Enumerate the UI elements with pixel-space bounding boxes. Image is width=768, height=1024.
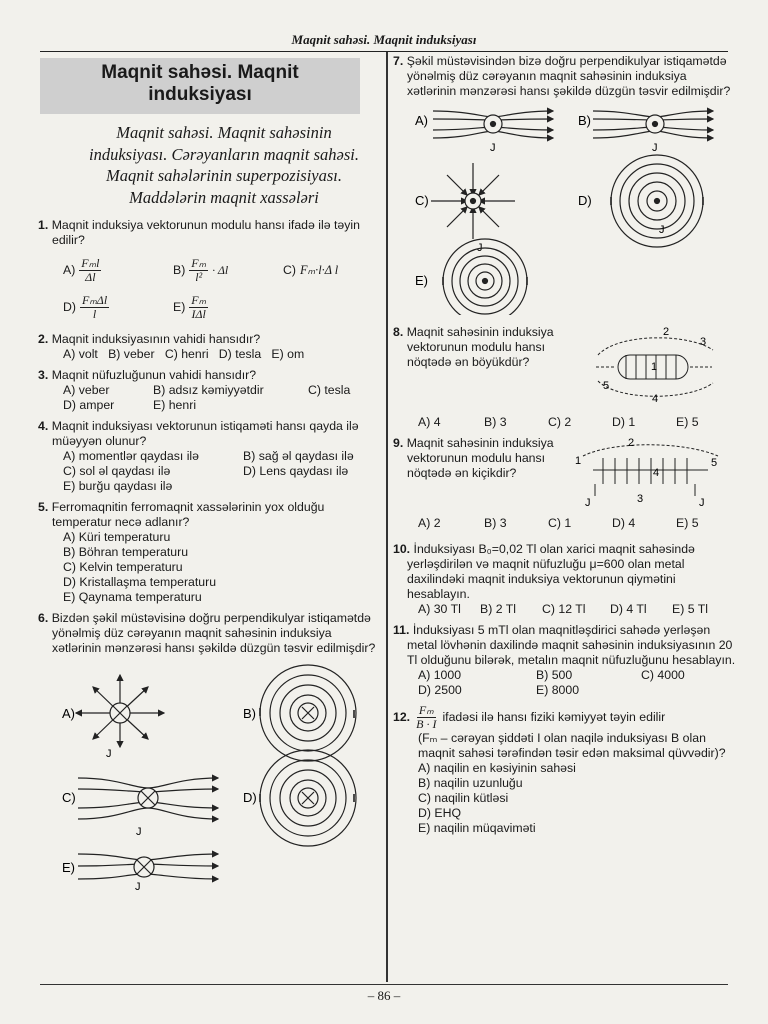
option-d[interactable]: D) Lens qaydası ilə: [243, 464, 349, 478]
question-3: 3. Maqnit nüfuzluğunun vahidi hansıdır? A) veber B) adsız kəmiyyətdir C) tesla D) amper E) henri: [38, 368, 351, 412]
question-text: Maqnit nüfuzluğunun vahidi hansıdır?: [51, 368, 257, 382]
option-a-label[interactable]: A): [62, 706, 75, 721]
question-text: Bizdən şəkil müstəvisinə doğru perpendikulyar istiqamətdə yönəlmiş düz cərəyanın maqnit sahəsinin induksiya xətlərinin mənzərəsi hansı şəkildə düzgün təsvir edilmişdir?: [51, 611, 376, 655]
question-11: 11. İnduksiyası 5 mTl olan maqnitləşdirici sahədə yerləşən metal lövhənin daxilində maqnit sahəsinin induksiyasının 20 Tl olduğunu bilərək, metalın maqnit nüfuzluğunu hesablayın. A) 1000 B) 500 C) 4000 D) 2500 E) 8000: [393, 623, 736, 697]
option-c[interactable]: C) sol əl qaydası ilə: [63, 464, 171, 478]
question-text: Maqnit sahəsinin induksiya vektorunun modulu hansı nöqtədə ən kiçikdir?: [406, 436, 554, 480]
question-9-solenoid: [573, 436, 728, 511]
option-c[interactable]: C) tesla: [308, 383, 351, 397]
svg-text:J: J: [585, 497, 591, 509]
option-c[interactable]: C) naqilin kütləsi: [418, 791, 509, 805]
question-note: (Fₘ – cərəyan şiddəti I olan naqilə induksiyası B olan maqnit sahəsi tərəfindən təsir edən maksimal qüvvədir)?: [418, 731, 726, 760]
option-e[interactable]: E) Qaynama temperaturu: [63, 590, 202, 604]
svg-text:J: J: [477, 242, 483, 254]
svg-text:3: 3: [637, 493, 644, 505]
option-c[interactable]: C) 2: [548, 415, 572, 429]
option-a[interactable]: A) naqilin en kəsiyinin sahəsi: [418, 761, 576, 775]
svg-text:J: J: [699, 497, 705, 509]
option-b[interactable]: B) adsız kəmiyyətdir: [153, 383, 264, 397]
svg-text:2: 2: [663, 326, 670, 338]
svg-text:3: 3: [700, 336, 707, 348]
option-e[interactable]: E) 8000: [536, 683, 580, 697]
option-c-label[interactable]: C): [62, 790, 76, 805]
svg-text:J: J: [135, 881, 141, 892]
option-e[interactable]: E) naqilin müqaviməti: [418, 821, 536, 835]
option-d-figure[interactable]: [611, 155, 703, 247]
option-b-label[interactable]: B): [578, 113, 591, 128]
question-text: İnduksiyası 5 mTl olan maqnitləşdirici sahədə yerləşən metal lövhənin daxilində maqnit sahəsinin induksiyasının 20 Tl olduğunu bilərək, metalın maqnit nüfuzluğunu hesablayın.: [407, 623, 736, 667]
option-d[interactable]: D) Kristallaşma temperaturu: [63, 575, 217, 589]
page-number: – 86 –: [367, 988, 401, 1003]
option-c[interactable]: C) 4000: [641, 668, 685, 682]
option-e[interactable]: E) burğu qaydası ilə: [63, 479, 173, 493]
svg-text:J: J: [106, 748, 112, 760]
option-e-label[interactable]: E): [62, 860, 75, 875]
svg-text:1: 1: [651, 361, 658, 373]
option-e-figure[interactable]: [78, 854, 218, 879]
option-d[interactable]: D) 1: [612, 415, 636, 429]
option-c[interactable]: C) Kelvin temperaturu: [63, 560, 183, 574]
option-b-figure[interactable]: [593, 111, 713, 138]
svg-text:J: J: [490, 142, 496, 154]
option-e-figure[interactable]: [443, 239, 527, 315]
option-d[interactable]: D) $\frac{\text{FₘΔl}}{l}$: [63, 292, 108, 321]
question-text: Ferromaqnitin ferromaqnit xassələrinin yox olduğu temperatur necə adlanır?: [51, 500, 325, 529]
left-column: [38, 58, 380, 892]
option-d[interactable]: D) 2500: [418, 683, 462, 697]
option-d[interactable]: D) 4: [612, 516, 636, 530]
page-header: Maqnit sahəsi. Maqnit induksiyası: [40, 32, 728, 52]
option-a-label[interactable]: A): [415, 113, 428, 128]
option-a[interactable]: A) 30 Tl: [418, 602, 461, 616]
option-d[interactable]: D) EHQ: [418, 806, 462, 820]
question-10: 10. İnduksiyası B₀=0,02 Tl olan xarici maqnit sahəsində yerləşdirilən və maqnit nüfuzluğu μ=600 olan metal daxilindəki maqnit induksiya vektorunun qiymətini hesablayın. A) 30 Tl B) 2 Tl C) 12 Tl D) 4 Tl E) 5 Tl: [393, 542, 708, 616]
option-a-figure[interactable]: [433, 111, 553, 138]
question-text: Maqnit induksiya vektorunun modulu hansı ifadə ilə təyin edilir?: [51, 218, 360, 247]
option-a[interactable]: A) 4: [418, 415, 441, 429]
option-e[interactable]: E) $\frac{\text{Fₘ}}{\text{IΔl}}$: [173, 292, 207, 321]
option-d-label[interactable]: D): [578, 193, 592, 208]
option-e[interactable]: E) 5: [676, 415, 699, 429]
option-e[interactable]: E) henri: [153, 398, 197, 412]
option-a[interactable]: A) veber: [63, 383, 110, 397]
question-1: [38, 218, 380, 326]
question-7-figures: [393, 105, 738, 315]
svg-text:1: 1: [575, 455, 582, 467]
option-b[interactable]: B) sağ əl qaydası ilə: [243, 449, 354, 463]
question-4: 4. Maqnit induksiyası vektorunun istiqaməti hansı qayda ilə müəyyən olunur? A) momentlər qaydası ilə B) sağ əl qaydası ilə C) sol əl qaydası ilə D) Lens qaydası ilə E) burğu qaydası ilə: [38, 419, 380, 494]
question-text: ifadəsi ilə hansı fiziki kəmiyyət təyin edilir: [442, 710, 666, 724]
svg-text:4: 4: [653, 467, 660, 479]
svg-text:2: 2: [628, 437, 635, 449]
question-text: Maqnit sahəsinin induksiya vektorunun modulu hansı nöqtədə ən böyükdür?: [406, 325, 554, 369]
question-7: 7. Şəkil müstəvisindən bizə doğru perpendikulyar istiqamətdə yönəlmiş düz cərəyanın maqnit sahəsinin induksiya xətlərinin mənzərəsi hansı şəkildə düzgün təsvir edilmişdir?: [393, 54, 731, 98]
question-number: 1.: [38, 218, 49, 232]
svg-text:J: J: [136, 826, 142, 838]
question-8-solenoid: [588, 325, 728, 405]
question-9: 9. Maqnit sahəsinin induksiya vektorunun modulu hansı nöqtədə ən kiçikdir? 2 1 4 5 3 J J A) 2 B) 3 C) 1 D) 4 E) 5: [393, 436, 738, 536]
option-c-figure[interactable]: [78, 778, 218, 819]
svg-text:4: 4: [652, 393, 659, 405]
question-8: 8. Maqnit sahəsinin induksiya vektorunun modulu hansı nöqtədə ən böyükdür? 2 3 1 4 5 A) 4 B) 3 C) 2 D) 1 E) 5: [393, 325, 738, 430]
option-b-label[interactable]: B): [243, 706, 256, 721]
option-b[interactable]: B) 3: [484, 415, 507, 429]
option-b-figure[interactable]: [260, 665, 356, 761]
right-column: [393, 54, 738, 842]
svg-text:J: J: [659, 224, 665, 236]
option-c-label[interactable]: C): [415, 193, 429, 208]
option-c[interactable]: C) 1: [548, 516, 572, 530]
question-6-figures: [38, 662, 380, 892]
option-e[interactable]: E) 5 Tl: [672, 602, 708, 616]
option-e-label[interactable]: E): [415, 273, 428, 288]
bottom-rule: [40, 984, 728, 985]
option-b[interactable]: B) naqilin uzunluğu: [418, 776, 523, 790]
option-e[interactable]: E) 5: [676, 516, 699, 530]
option-b[interactable]: B) $\frac{\text{Fₘ}}{\text{l²}}$ · Δl: [173, 255, 229, 284]
option-a-figure[interactable]: [76, 675, 164, 747]
option-d-label[interactable]: D): [243, 790, 257, 805]
question-text: İnduksiyası B₀=0,02 Tl olan xarici maqnit sahəsində yerləşdirilən və maqnit nüfuzluğu μ=600 olan metal daxilindəki maqnit induksiya vektorunun qiymətini hesablayın.: [407, 542, 695, 601]
question-text: Maqnit induksiyasının vahidi hansıdır?: [51, 332, 261, 346]
option-d-figure[interactable]: [260, 750, 356, 846]
option-b[interactable]: B) 500: [536, 668, 573, 682]
question-2: 2. Maqnit induksiyasının vahidi hansıdır? A) volt B) veber C) henri D) tesla E) om: [38, 332, 380, 362]
option-c[interactable]: C) 12 Tl: [542, 602, 586, 616]
option-b[interactable]: B) 3: [484, 516, 507, 530]
options[interactable]: A) volt B) veber C) henri D) tesla E) om: [63, 347, 305, 361]
question-text: Maqnit induksiyası vektorunun istiqaməti hansı qayda ilə müəyyən olunur?: [51, 419, 359, 448]
section-subtitle: Maqnit sahəsi. Maqnit sahəsinin induksiyası. Cərəyanların maqnit sahəsi. Maqnit sahələrinin superpozisiyası. Maddələrin maqnit xassələri: [89, 123, 359, 207]
column-divider: [386, 52, 388, 982]
option-c[interactable]: C) Fₘ·l·Δ l: [283, 262, 339, 277]
question-6: 6. Bizdən şəkil müstəvisinə doğru perpendikulyar istiqamətdə yönəlmiş düz cərəyanın maqnit sahəsinin induksiya xətlərinin mənzərəsi hansı şəkildə düzgün təsvir edilmişdir?: [38, 611, 376, 655]
option-b[interactable]: B) 2 Tl: [480, 602, 516, 616]
option-a[interactable]: A) 1000: [418, 668, 462, 682]
svg-text:J: J: [652, 142, 658, 154]
option-c-figure[interactable]: [431, 163, 515, 239]
option-b[interactable]: B) Böhran temperaturu: [63, 545, 189, 559]
option-a[interactable]: A) $\frac{\text{Fₘl}}{\Delta l}$: [63, 255, 100, 284]
svg-text:5: 5: [711, 457, 718, 469]
question-12: 12. $\frac{\text{Fₘ}}{B \cdot I}$ ifadəsi ilə hansı fiziki kəmiyyət təyin edilir (Fₘ – cərəyan şiddəti I olan naqilə induksiyası B olan maqnit sahəsi tərəfindən təsir edən maksimal qüvvədir)? A) naqilin en kəsiyinin sahəsi B) naqilin uzunluğu C) naqilin kütləsi D) EHQ E) naqilin müqaviməti: [393, 704, 738, 836]
section-title-line2: induksiyası: [148, 84, 252, 105]
option-a[interactable]: A) Küri temperaturu: [63, 530, 171, 544]
option-d[interactable]: D) amper: [63, 398, 115, 412]
option-a[interactable]: A) 2: [418, 516, 441, 530]
question-text: Şəkil müstəvisindən bizə doğru perpendikulyar istiqamətdə yönəlmiş düz cərəyanın maqnit sahəsinin induksiya xətlərinin mənzərəsi hansı şəkildə düzgün təsvir edilmişdir?: [406, 54, 731, 98]
question-5: 5. Ferromaqnitin ferromaqnit xassələrinin yox olduğu temperatur necə adlanır? A) Küri temperaturu B) Böhran temperaturu C) Kelvin temperaturu D) Kristallaşma temperaturu E) Qaynama temperaturu: [38, 500, 380, 605]
option-d[interactable]: D) 4 Tl: [610, 602, 647, 616]
svg-text:5: 5: [603, 380, 610, 392]
option-a[interactable]: A) momentlər qaydası ilə: [63, 449, 200, 463]
section-title-box: [40, 58, 360, 114]
section-title-line1: Maqnit sahəsi. Maqnit: [101, 62, 299, 83]
